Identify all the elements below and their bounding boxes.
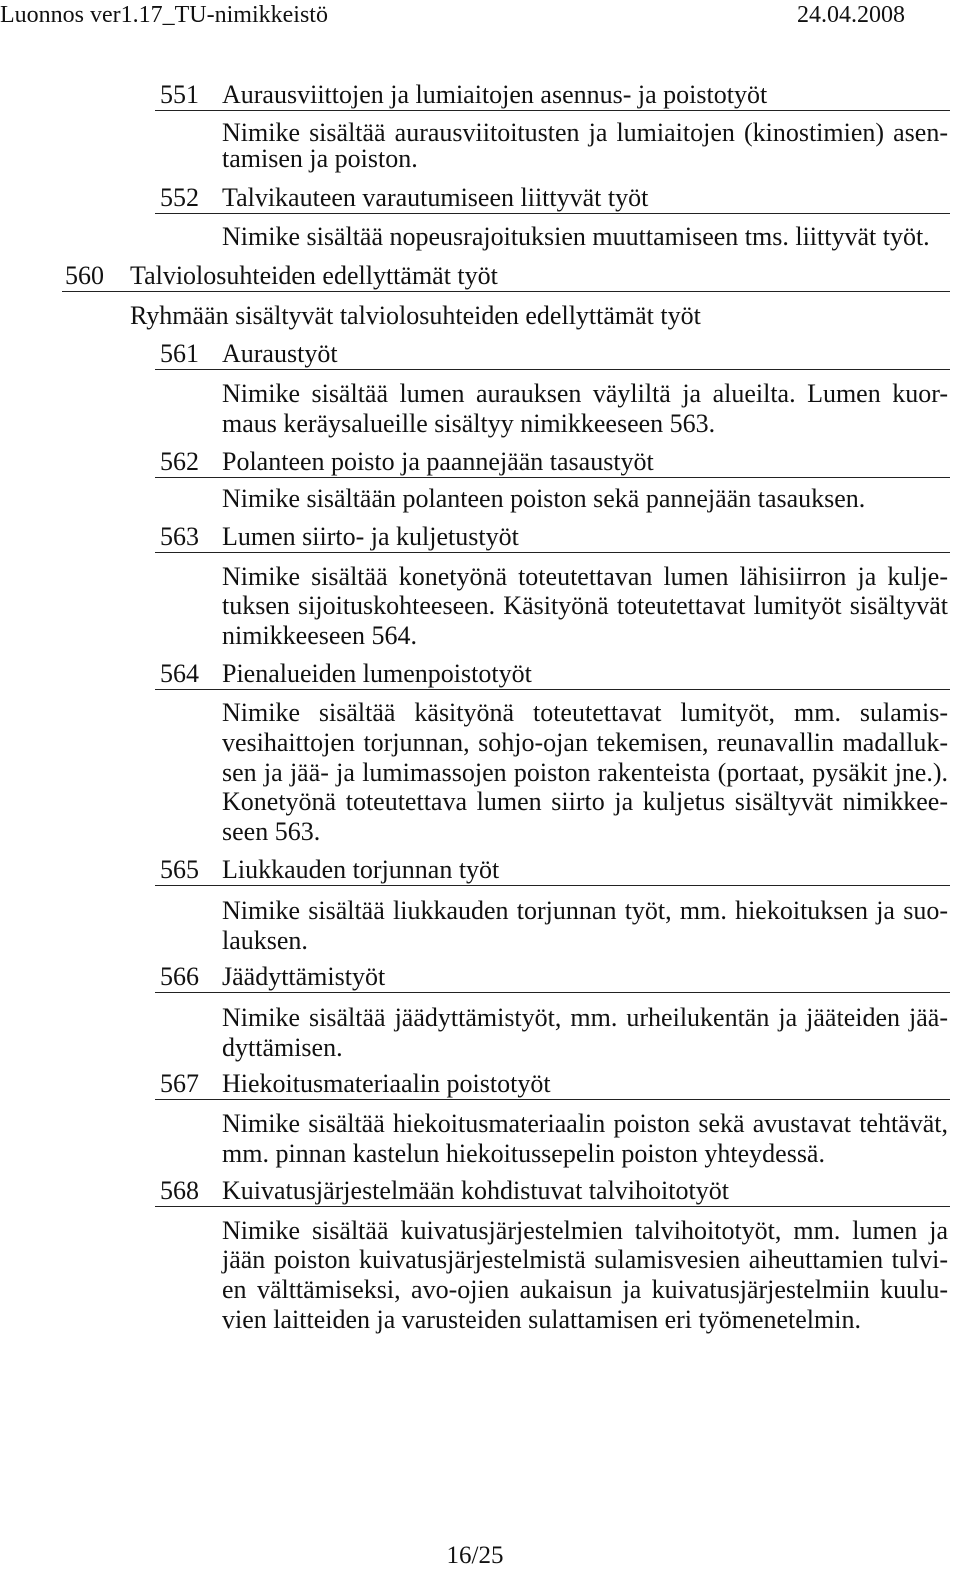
document-header-date: 24.04.2008 xyxy=(797,2,905,28)
description-line: sen ja jää- ja lumimassojen poiston rakenteista (portaat, pysäkit jne.). xyxy=(222,758,948,787)
section-heading xyxy=(155,962,950,993)
section-code: 564 xyxy=(160,659,199,688)
section-title: Polanteen poisto ja paannejään tasaustyöt xyxy=(222,447,654,476)
description-line: Nimike sisältään polanteen poiston sekä pannejään tasauksen. xyxy=(222,484,866,513)
description-line: mm. pinnan kastelun hiekoitussepelin poiston yhteydessä. xyxy=(222,1139,825,1168)
description-line: lauksen. xyxy=(222,926,308,955)
description-line: Nimike sisältää nopeusrajoituksien muuttamiseen tms. liittyvät työt. xyxy=(222,222,930,251)
description-line: maus keräysalueille sisältyy nimikkeeseen 563. xyxy=(222,409,716,438)
description-line: Nimike sisältää kuivatusjärjestelmien talvihoitotyöt, mm. lumen ja xyxy=(222,1216,948,1245)
section-heading xyxy=(155,80,950,111)
section-code: 563 xyxy=(160,522,199,551)
section-code: 552 xyxy=(160,183,199,212)
section-heading xyxy=(155,659,950,690)
description-line: vesihaittojen torjunnan, sohjo-ojan tekemisen, reunavallin madalluk- xyxy=(222,728,948,757)
group-title: Talviolosuhteiden edellyttämät työt xyxy=(130,261,498,290)
section-heading xyxy=(155,855,950,886)
group-intro: Ryhmään sisältyvät talviolosuhteiden edellyttämät työt xyxy=(130,301,701,330)
group-code: 560 xyxy=(65,261,104,290)
section-title: Jäädyttämistyöt xyxy=(222,962,386,991)
description-line: tamisen ja poiston. xyxy=(222,144,418,173)
description-line: jään poiston kuivatusjärjestelmistä sulamisvesien aiheuttamien tulvi- xyxy=(222,1245,948,1274)
description-line: en välttämiseksi, avo-ojien aukaisun ja kuivatusjärjestelmiin kuulu- xyxy=(222,1275,948,1304)
description-line: Nimike sisältää jäädyttämistyöt, mm. urheilukentän ja jääteiden jää- xyxy=(222,1003,948,1032)
section-title: Pienalueiden lumenpoistotyöt xyxy=(222,659,532,688)
section-heading xyxy=(155,183,950,214)
section-title: Kuivatusjärjestelmään kohdistuvat talvihoitotyöt xyxy=(222,1176,729,1205)
section-code: 562 xyxy=(160,447,199,476)
section-heading xyxy=(155,1069,950,1100)
section-code: 568 xyxy=(160,1176,199,1205)
section-title: Lumen siirto- ja kuljetustyöt xyxy=(222,522,519,551)
section-code: 567 xyxy=(160,1069,199,1098)
section-title: Liukkauden torjunnan työt xyxy=(222,855,500,884)
section-code: 551 xyxy=(160,80,199,109)
group-heading xyxy=(62,261,950,292)
description-line: Nimike sisältää aurausviitoitusten ja lumiaitojen (kinostimien) asen- xyxy=(222,118,948,147)
section-heading xyxy=(155,1176,950,1207)
description-line: Nimike sisältää lumen aurauksen väyliltä ja alueilta. Lumen kuor- xyxy=(222,379,948,408)
description-line: nimikkeeseen 564. xyxy=(222,621,417,650)
section-heading xyxy=(155,522,950,553)
section-title: Auraustyöt xyxy=(222,339,338,368)
section-code: 565 xyxy=(160,855,199,884)
description-line: Nimike sisältää hiekoitusmateriaalin poiston sekä avustavat tehtävät, xyxy=(222,1109,948,1138)
page-number: 16/25 xyxy=(446,1542,504,1569)
description-line: Nimike sisältää konetyönä toteutettavan lumen lähisiirron ja kulje- xyxy=(222,562,948,591)
section-code: 566 xyxy=(160,962,199,991)
description-line: tuksen sijoituskohteeseen. Käsityönä toteutettavat lumityöt sisältyvät xyxy=(222,591,948,620)
section-code: 561 xyxy=(160,339,199,368)
document-header-title: Luonnos ver1.17_TU-nimikkeistö xyxy=(0,2,328,28)
section-title: Aurausviittojen ja lumiaitojen asennus- ja poistotyöt xyxy=(222,80,768,109)
description-line: Nimike sisältää liukkauden torjunnan työt, mm. hiekoituksen ja suo- xyxy=(222,896,948,925)
section-heading xyxy=(155,339,950,370)
description-line: dyttämisen. xyxy=(222,1033,343,1062)
section-heading xyxy=(155,447,950,478)
description-line: Konetyönä toteutettava lumen siirto ja kuljetus sisältyvät nimikkee- xyxy=(222,787,948,816)
description-line: seen 563. xyxy=(222,817,321,846)
description-line: Nimike sisältää käsityönä toteutettavat lumityöt, mm. sulamis- xyxy=(222,698,948,727)
description-line: vien laitteiden ja varusteiden sulattamisen eri työmenetelmin. xyxy=(222,1305,861,1334)
section-title: Talvikauteen varautumiseen liittyvät työt xyxy=(222,183,649,212)
section-title: Hiekoitusmateriaalin poistotyöt xyxy=(222,1069,551,1098)
